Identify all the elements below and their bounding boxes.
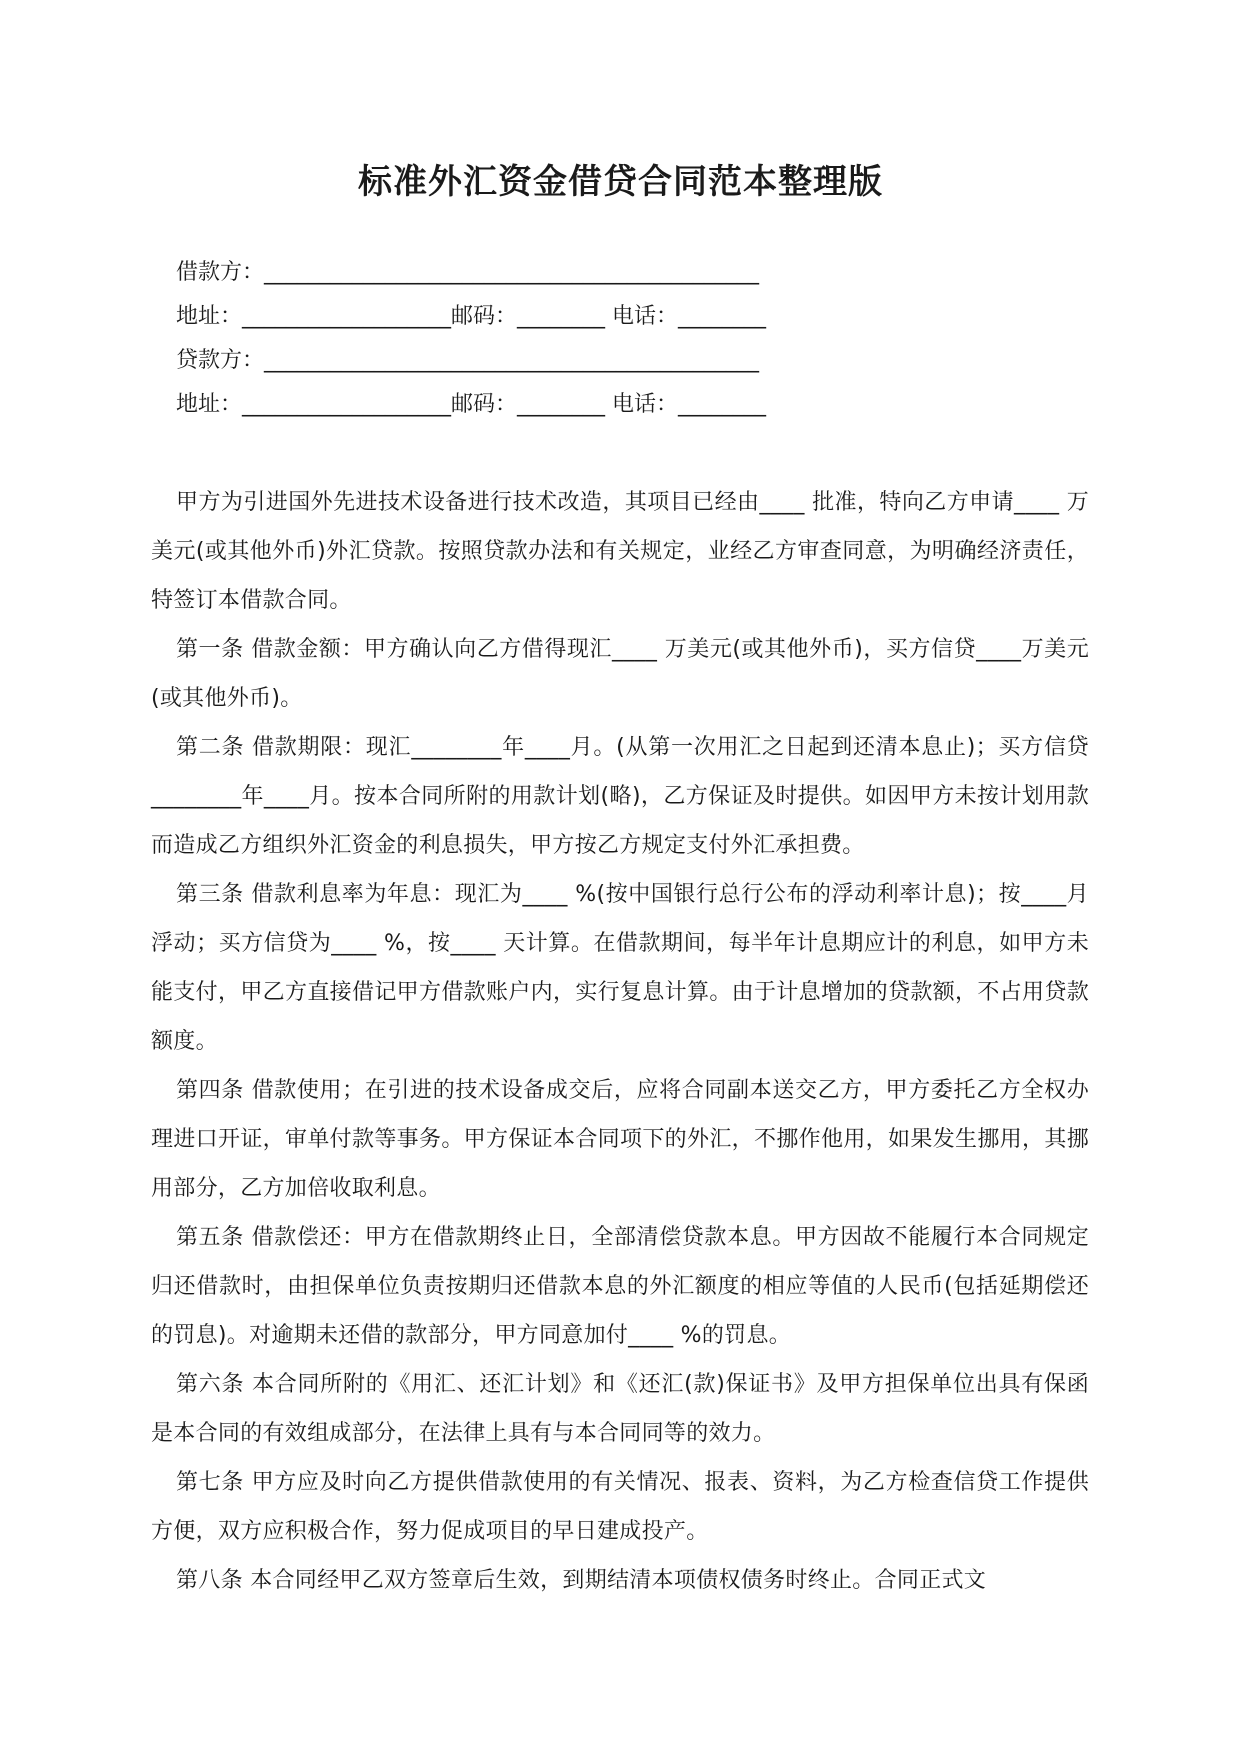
article-4: 第四条 借款使用；在引进的技术设备成交后，应将合同副本送交乙方，甲方委托乙方全权办理进口开证，审单付款等事务。甲方保证本合同项下的外汇，不挪作他用，如果发生挪用，其挪用部分，乙方加倍收取利息。: [151, 1078, 1089, 1201]
article-2: 第二条 借款期限：现汇________年____月。(从第一次用汇之日起到还清本息止)；买方信贷________年____月。按本合同所附的用款计划(略)，乙方保证及时提供。如因甲方未按计划用款而造成乙方组织外汇资金的利息损失，甲方按乙方规定支付外汇承担费。: [151, 735, 1089, 858]
article-3: 第三条 借款利息率为年息：现汇为____ %(按中国银行总行公布的浮动利率计息)；按____月浮动；买方信贷为____ %，按____ 天计算。在借款期间，每半年计息期应计的利息，如甲方未能支付，甲乙方直接借记甲方借款账户内，实行复息计算。由于计息增加的贷款额，不占用贷款额度。: [151, 882, 1089, 1054]
contract-body: [151, 478, 1089, 1605]
intro-paragraph: 甲方为引进国外先进技术设备进行技术改造，其项目已经由____ 批准，特向乙方申请____ 万美元(或其他外币)外汇贷款。按照贷款办法和有关规定，业经乙方审查同意，为明确经济责任，特签订本借款合同。: [151, 490, 1089, 613]
article-6: 第六条 本合同所附的《用汇、还汇计划》和《还汇(款)保证书》及甲方担保单位出具有保函是本合同的有效组成部分，在法律上具有与本合同同等的效力。: [151, 1372, 1089, 1446]
article-8: 第八条 本合同经甲乙双方签章后生效，到期结清本项债权债务时终止。合同正式文: [176, 1568, 987, 1593]
lender-line: 贷款方：_____________________________________________: [176, 348, 760, 373]
article-7: 第七条 甲方应及时向乙方提供借款使用的有关情况、报表、资料，为乙方检查信贷工作提供方便，双方应积极合作，努力促成项目的早日建成投产。: [151, 1470, 1089, 1544]
lender-address-line: 地址：___________________邮码：________ 电话：________: [176, 392, 766, 417]
document-title: 标准外汇资金借贷合同范本整理版: [358, 162, 883, 202]
borrower-line: 借款方：_____________________________________________: [176, 260, 760, 285]
article-5: 第五条 借款偿还：甲方在借款期终止日，全部清偿贷款本息。甲方因故不能履行本合同规定归还借款时，由担保单位负责按期归还借款本息的外汇额度的相应等值的人民币(包括延期偿还的罚息)。对逾期未还借的款部分，甲方同意加付____ %的罚息。: [151, 1225, 1089, 1348]
article-1: 第一条 借款金额：甲方确认向乙方借得现汇____ 万美元(或其他外币)，买方信贷____万美元(或其他外币)。: [151, 637, 1089, 711]
borrower-address-line: 地址：___________________邮码：________ 电话：________: [176, 304, 766, 329]
